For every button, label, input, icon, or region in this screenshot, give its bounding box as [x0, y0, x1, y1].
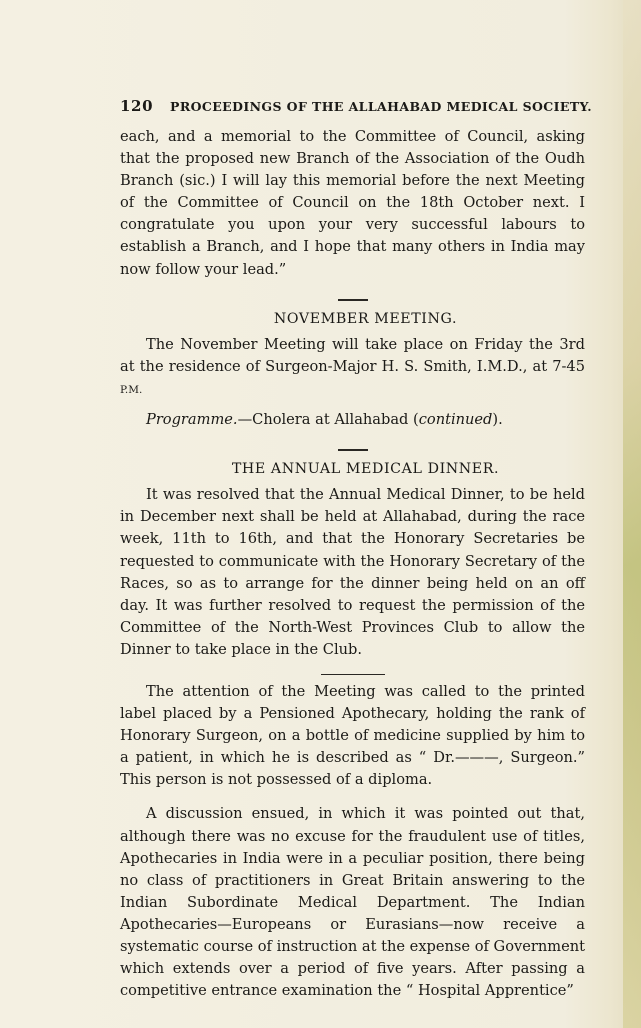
paragraph-printed-label: The attention of the Meeting was called to the printed label placed by a Pensioned Apothecary, holding the rank of Honorary Surgeon, on a bottle of medicine supplied by him to a patient, in which he is described as “ Dr.———, Surgeon.” This person is not possessed of a diploma.	[120, 682, 585, 789]
programme-end: ).	[492, 411, 503, 429]
programme-continued: continued	[418, 411, 493, 429]
heading-november-meeting: NOVEMBER MEETING.	[273, 310, 458, 327]
november-meeting-time-suffix: P.M.	[120, 383, 143, 396]
heading-annual-medical-dinner: THE ANNUAL MEDICAL DINNER.	[231, 461, 500, 478]
programme-text: —Cholera at Allahabad (	[237, 411, 419, 429]
november-meeting-text: The November Meeting will take place on Friday the 3rd at the residence of Surgeon-Major H. S. Smith, I.M.D., at 7-45	[120, 335, 585, 375]
paragraph-annual-dinner: It was resolved that the Annual Medical Dinner, to be held in December next shall be held at Allahabad, during the race week, 11th to 16th, and that the Honorary Secretaries be requested to communicate with the Honorary Secretary of the Races, so as to arrange for the dinner being held on an off day. It was further resolved to request the permission of the Committee of the North-West Provinces Club to allow the Dinner to take place in the Club.	[120, 486, 585, 658]
paragraph-memorial: each, and a memorial to the Committee of Council, asking that the proposed new Branch of the Association of the Oudh Branch (sic.) I will lay this memorial before the next Meeting of the Committee of Council on the 18th October next. I congratulate you upon your very successful labours to establish a Branch, and I hope that many others in India may now follow your lead.”	[120, 128, 585, 278]
programme-label: Programme.	[146, 411, 238, 429]
page-number: 120	[120, 97, 154, 115]
running-head: PROCEEDINGS OF THE ALLAHABAD MEDICAL SOCIETY.	[170, 99, 592, 114]
page-header	[120, 97, 620, 115]
paragraph-november-meeting	[120, 334, 585, 401]
paragraph-programme	[120, 409, 585, 431]
page-content	[120, 126, 585, 1002]
page-edge-stain	[623, 0, 641, 1028]
paragraph-discussion: A discussion ensued, in which it was pointed out that, although there was no excuse for the fraudulent use of titles, Apothecaries in India were in a peculiar position, there being no class of practitioners in Great Britain answering to the Indian Subordinate Medical Department. The Indian Apothecaries—Europeans or Eurasians—now receive a systematic course of instruction at the expense of Government which extends over a period of five years. After passing a competitive entrance examination the “ Hospital Apprentice”	[120, 805, 585, 1000]
